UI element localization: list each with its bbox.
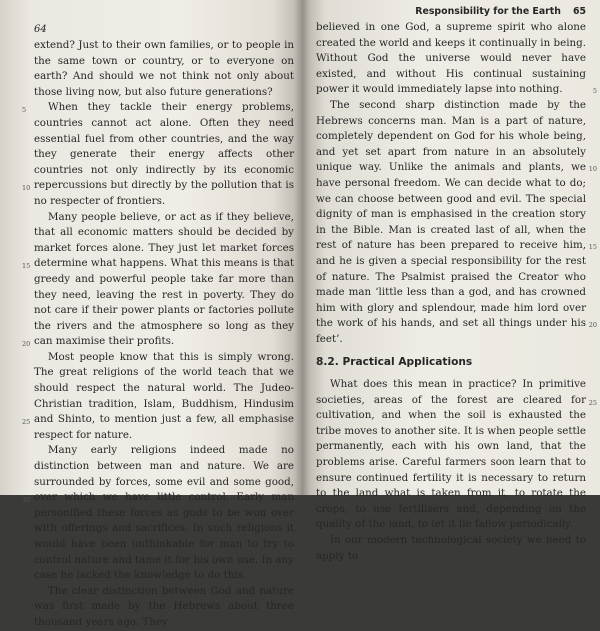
margin-line-number: 30 [22, 496, 31, 504]
right-page-body-top [316, 20, 586, 347]
margin-line-number: 15 [588, 243, 597, 251]
margin-line-number: 20 [588, 321, 597, 329]
margin-line-number: 10 [588, 165, 597, 173]
right-page-body-bottom [316, 377, 586, 564]
running-head-title: Responsibility for the Earth [415, 6, 561, 17]
margin-line-number: 25 [22, 418, 31, 426]
paragraph: What does this mean in practice? In primitive societies, areas of the forest are cleared for cultivation, and when the soil is exhausted the tribe moves to another site. It is when people settle permanently, each with his own land, that the problems arise. Careful farmers soon learn that to ensure continued fertility it is necessary to return to the land what is taken from it, to rotate the crops, to use fertilisers and, depending on the quality of the land, to let it lie fallow periodically. [316, 378, 586, 531]
paragraph: Many early religions indeed made no distinction between man and nature. We are surrounded by forces, some evil and some good, over which we have little control. Early man personified these forces as gods to be won over with offerings and sacrifices. In such religions it would have been unthinkable for man to try to control nature and tame it for his own use. In any case he lacked the knowledge to do this. [34, 444, 294, 582]
left-page-body [34, 38, 294, 631]
book-gutter [294, 0, 310, 495]
paragraph: extend? Just to their own families, or to people in the same town or country, or to everyone on earth? And should we not think not only about those living now, but also future generations? [34, 39, 294, 98]
margin-line-number: 5 [22, 106, 27, 114]
paragraph: In our modern technological society we need to apply to [316, 534, 586, 562]
margin-line-number: 25 [588, 399, 597, 407]
paragraph: The clear distinction between God and nature was first made by the Hebrews about three thousand years ago. They [34, 584, 294, 628]
page-number-right: 65 [572, 6, 586, 17]
paragraph: Many people believe, or act as if they believe, that all economic matters should be decided by market forces alone. They just let market forces determine what happens. What this means is that greedy and powerful people take far more than they need, leaving the rest in poverty. They do not care if their power plants or factories pollute the rivers and the atmosphere so long as they can maximise their profits. [34, 210, 294, 348]
margin-line-number: 5 [592, 87, 597, 95]
paragraph: The second sharp distinction made by the Hebrews concerns man. Man is a part of nature, completely dependent on God for his whole being, and yet set apart from nature in an absolutely unique way. Unlike the animals and plants, we have personal freedom. We can decide what to do; we can choose between good and evil. The special dignity of man is emphasised in the creation story in the Bible. Man is created last of all, when the rest of nature has been prepared to receive him, and he is given a special responsibility for the rest of nature. The Psalmist praised the Creator who made man ‘little less than a god, and has crowned him with glory and splendour, made him lord over the work of his hands, and set all things under his feet’. [316, 98, 586, 345]
right-page [302, 0, 600, 562]
paragraph: believed in one God, a supreme spirit who alone created the world and keeps it continually in being. Without God the universe would never have existed, and without His continual sustaining power it would immediately lapse into nothing. [316, 21, 586, 96]
paragraph: When they tackle their energy problems, countries cannot act alone. Often they need essential fuel from other countries, and the way they generate their energy affects other countries not only indirectly by its economic repercussions but directly by the pollution that is no respecter of frontiers. [34, 101, 294, 207]
margin-line-number: 20 [22, 340, 31, 348]
running-head [316, 4, 586, 18]
section-heading: 8.2. Practical Applications [316, 356, 473, 369]
margin-line-number: 15 [22, 262, 31, 270]
page-number-left: 64 [34, 24, 47, 35]
margin-line-number: 10 [22, 184, 31, 192]
paragraph: Most people know that this is simply wrong. The great religions of the world teach that we should respect the natural world. The Judeo-Christian tradition, Islam, Buddhism, Hindusim and Shinto, to mention just a few, all emphasise respect for nature. [34, 350, 294, 441]
